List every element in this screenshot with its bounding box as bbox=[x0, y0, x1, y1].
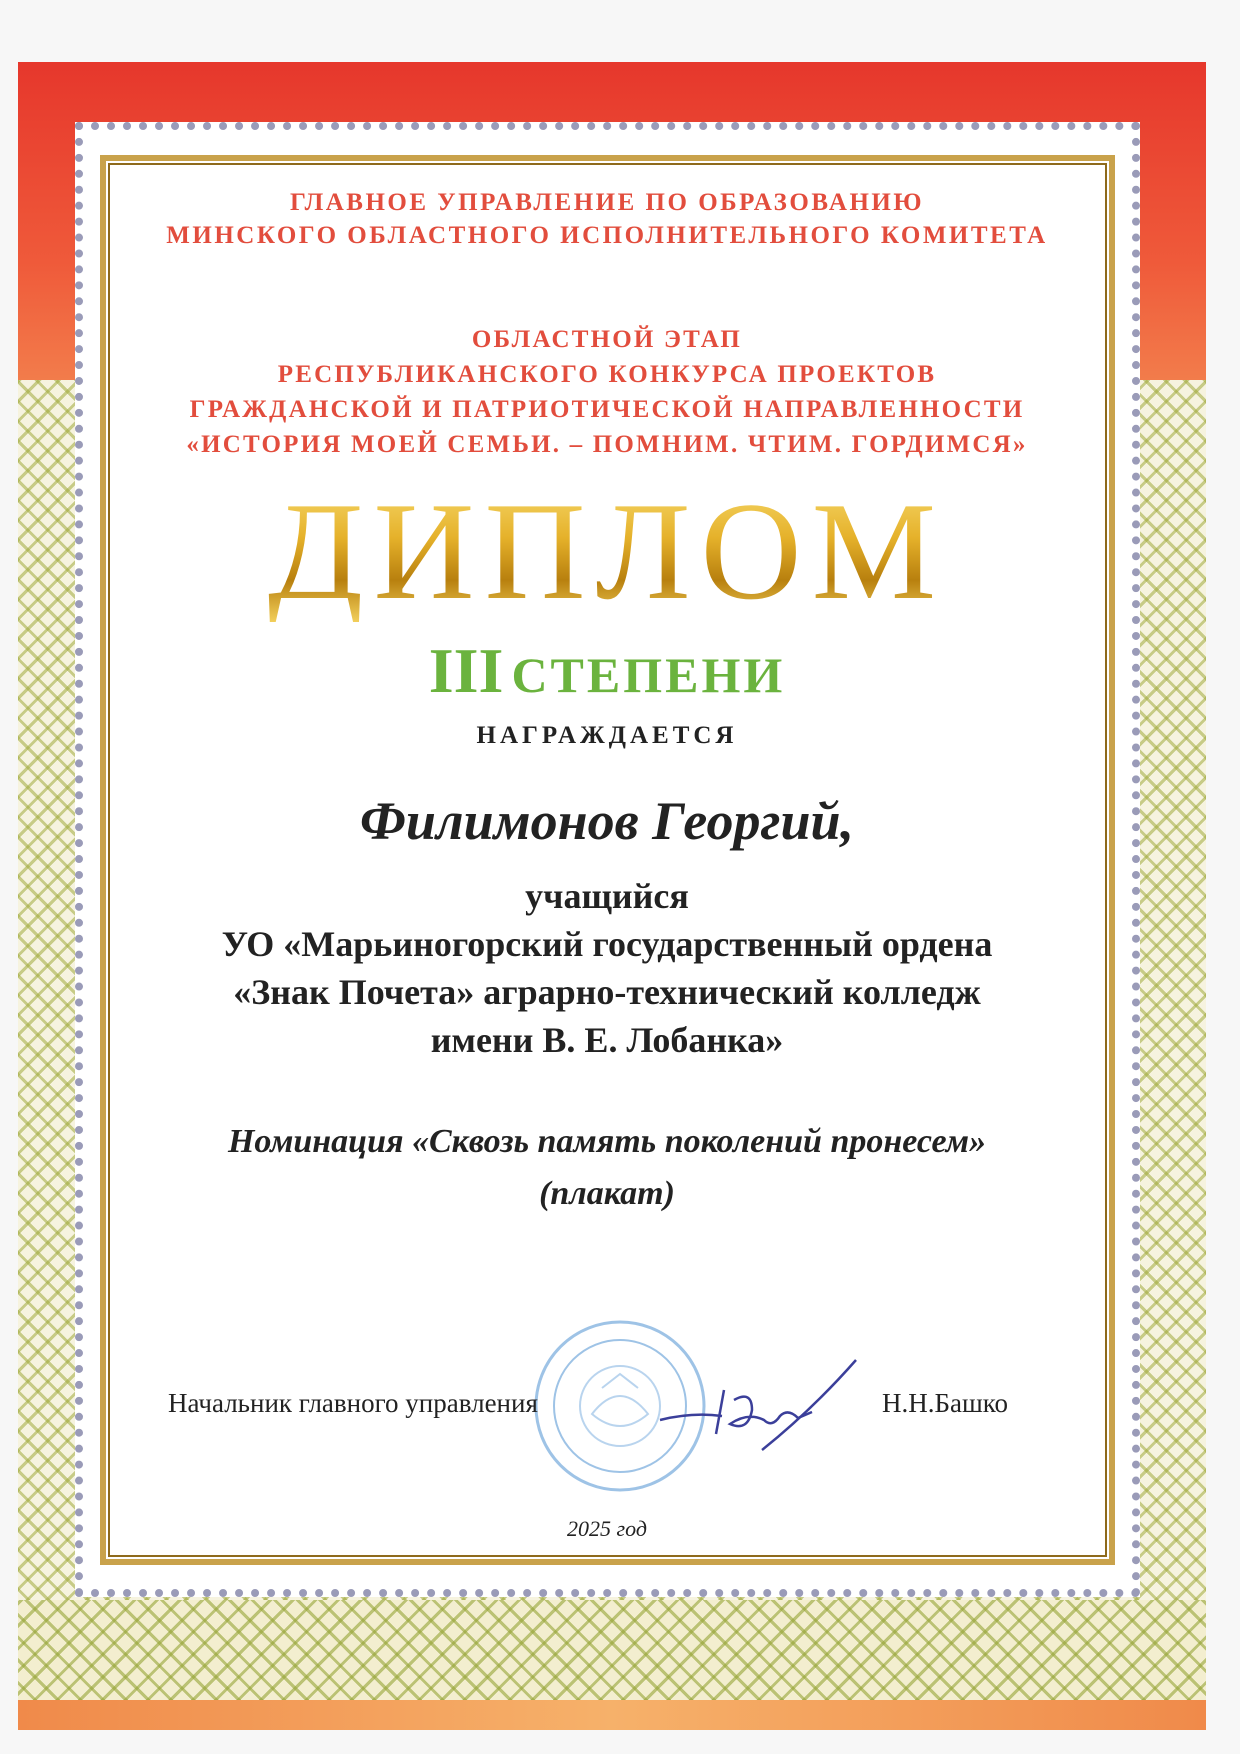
contest-line-1: ОБЛАСТНОЙ ЭТАП bbox=[471, 326, 743, 353]
nomination-line-2: (плакат) bbox=[539, 1175, 675, 1212]
bottom-color-strip bbox=[18, 1700, 1206, 1730]
degree-roman: III bbox=[428, 635, 504, 706]
degree-label bbox=[112, 634, 1102, 708]
institution-line-2: «Знак Почета» аграрно-технический колледж bbox=[233, 972, 981, 1012]
org-line-1: ГЛАВНОЕ УПРАВЛЕНИЕ ПО ОБРАЗОВАНИЮ bbox=[289, 189, 925, 216]
diploma-title: ДИПЛОМ bbox=[112, 482, 1102, 622]
contest-line-3: ГРАЖДАНСКОЙ И ПАТРИОТИЧЕСКОЙ НАПРАВЛЕННОСТИ bbox=[189, 396, 1025, 423]
recipient-info bbox=[112, 872, 1102, 1064]
contest-line-2: РЕСПУБЛИКАНСКОГО КОНКУРСА ПРОЕКТОВ bbox=[277, 361, 937, 388]
signatory-title: Начальник главного управления bbox=[168, 1388, 538, 1418]
contest-title bbox=[112, 322, 1102, 462]
signatory-name: Н.Н.Башко bbox=[882, 1388, 1009, 1418]
nomination bbox=[112, 1116, 1102, 1220]
issuing-organization bbox=[112, 186, 1102, 252]
institution-line-3: имени В. Е. Лобанка» bbox=[430, 1020, 784, 1060]
nomination-line-1: Номинация «Сквозь память поколений пронесем» bbox=[227, 1123, 987, 1160]
institution-line-1: УО «Марьиногорский государственный ордена bbox=[221, 924, 993, 964]
degree-word: СТЕПЕНИ bbox=[511, 647, 786, 703]
org-line-2: МИНСКОГО ОБЛАСТНОГО ИСПОЛНИТЕЛЬНОГО КОМИТЕТА bbox=[166, 222, 1048, 249]
signature-row bbox=[112, 1388, 1102, 1428]
recipient-role: учащийся bbox=[525, 876, 689, 916]
contest-line-4: «ИСТОРИЯ МОЕЙ СЕМЬИ. – ПОМНИМ. ЧТИМ. ГОРДИМСЯ» bbox=[186, 431, 1028, 458]
recipient-name: Филимонов Георгий, bbox=[359, 791, 855, 851]
awarded-label: НАГРАЖДАЕТСЯ bbox=[476, 722, 738, 749]
diploma-content bbox=[112, 170, 1102, 1550]
issue-year: 2025 год bbox=[567, 1516, 647, 1541]
